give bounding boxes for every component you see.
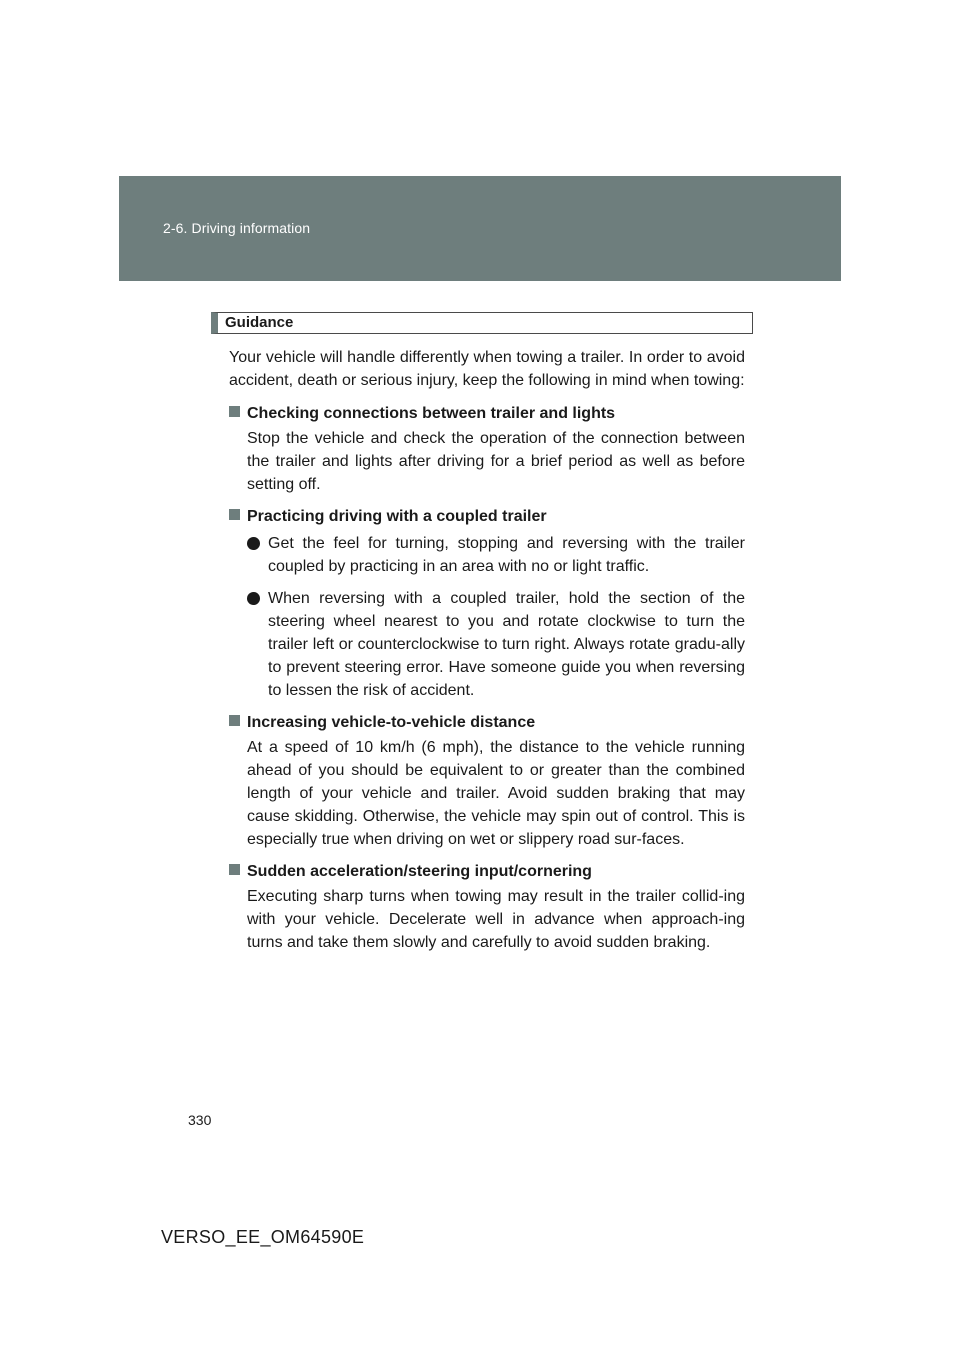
guidance-title-box xyxy=(211,312,753,334)
section-title: 2-6. Driving information xyxy=(163,220,311,236)
round-bullet-icon xyxy=(247,537,260,550)
subsection-heading xyxy=(229,402,745,425)
list-item xyxy=(247,532,745,578)
subsection-sudden-acceleration xyxy=(229,860,745,954)
square-bullet-icon xyxy=(229,864,240,875)
subsection-checking-connections xyxy=(229,402,745,496)
subsection-heading-text: Sudden acceleration/steering input/cornering xyxy=(247,863,592,880)
square-bullet-icon xyxy=(229,509,240,520)
square-bullet-icon xyxy=(229,406,240,417)
subsection-practicing-driving xyxy=(229,505,745,702)
subsection-heading-text: Checking connections between trailer and lights xyxy=(247,405,616,422)
subsection-body: Stop the vehicle and check the operation of the connection between the trailer and lights after driving for a brief period as well as before setting off. xyxy=(247,430,745,493)
list-item xyxy=(247,587,745,702)
subsection-heading xyxy=(229,505,745,528)
subsection-heading-text: Practicing driving with a coupled trailer xyxy=(247,508,547,525)
guidance-intro: Your vehicle will handle differently when towing a trailer. In order to avoid accident, death or serious injury, keep the following in mind when towing: xyxy=(229,349,745,389)
list-item-text: Get the feel for turning, stopping and reversing with the trailer coupled by practicing in an area with no or light traffic. xyxy=(268,535,745,575)
guidance-title: Guidance xyxy=(225,314,294,331)
subsection-heading xyxy=(229,711,745,734)
guidance-content xyxy=(229,346,745,962)
subsection-heading xyxy=(229,860,745,883)
subsection-body: At a speed of 10 km/h (6 mph), the distance to the vehicle running ahead of you should be equivalent to or greater than the combined length of your vehicle and trailer. Avoid sudden braking that may cause skidding. Otherwise, the vehicle may spin out of control. This is especially true when driving on wet or slippery road sur-faces. xyxy=(247,739,745,848)
square-bullet-icon xyxy=(229,715,240,726)
section-header-band xyxy=(119,176,841,281)
subsection-body: Executing sharp turns when towing may result in the trailer collid-ing with your vehicle. Decelerate well in advance when approach-ing turns and take them slowly and carefully to avoid sudden braking. xyxy=(247,888,745,951)
document-code: VERSO_EE_OM64590E xyxy=(161,1227,365,1247)
list-item-text: When reversing with a coupled trailer, hold the section of the steering wheel nearest to you and rotate clockwise to turn the trailer left or counterclockwise to turn right. Always rotate gradu-ally to prevent steering error. Have someone guide you when reversing to lessen the risk of accident. xyxy=(268,590,745,699)
subsection-vehicle-distance xyxy=(229,711,745,851)
round-bullet-icon xyxy=(247,592,260,605)
page-number: 330 xyxy=(188,1112,212,1128)
subsection-heading-text: Increasing vehicle-to-vehicle distance xyxy=(247,714,536,731)
